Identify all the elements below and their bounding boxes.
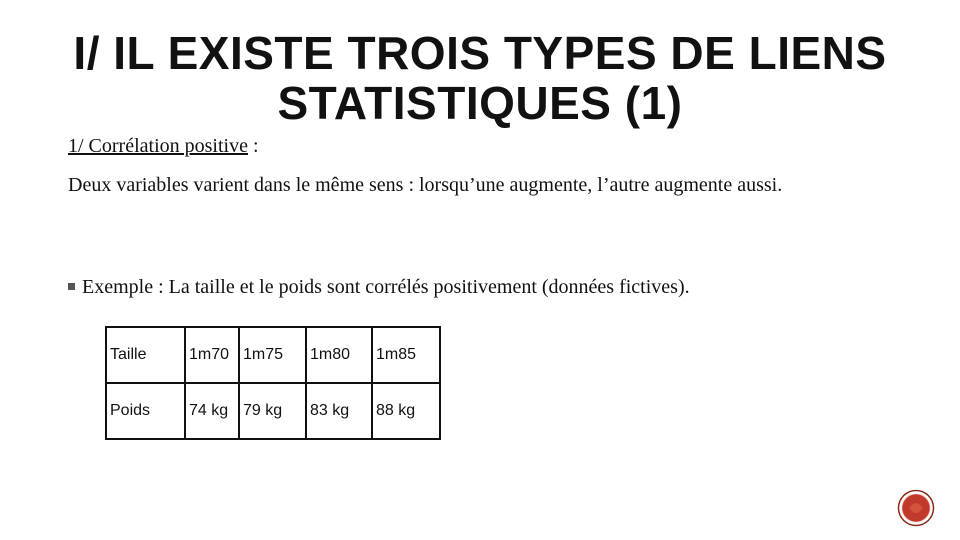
square-bullet-icon xyxy=(68,283,75,290)
slide-title-line-1: I/ IL EXISTE TROIS TYPES DE LIENS xyxy=(73,27,887,79)
table-row xyxy=(106,383,440,439)
table-cell: 1m70 xyxy=(185,327,239,383)
subheading-text: 1/ Corrélation positive xyxy=(68,135,248,157)
data-table xyxy=(105,326,441,440)
slide-title-line-2: STATISTIQUES (1) xyxy=(277,77,683,129)
table-cell: 1m75 xyxy=(239,327,306,383)
table-cell: 74 kg xyxy=(185,383,239,439)
table-row xyxy=(106,327,440,383)
slide-title xyxy=(60,28,900,128)
table-cell: 88 kg xyxy=(372,383,440,439)
row-label-poids: Poids xyxy=(106,383,185,439)
subheading xyxy=(68,134,259,158)
table-cell: 79 kg xyxy=(239,383,306,439)
example-text: Exemple : La taille et le poids sont corrélés positivement (données fictives). xyxy=(82,276,690,298)
table-cell: 83 kg xyxy=(306,383,372,439)
definition-paragraph: Deux variables varient dans le même sens : lorsqu’une augmente, l’autre augmente aussi. xyxy=(68,174,783,196)
subheading-colon: : xyxy=(247,135,259,157)
table-cell: 1m80 xyxy=(306,327,372,383)
table-cell: 1m85 xyxy=(372,327,440,383)
row-label-taille: Taille xyxy=(106,327,185,383)
example-bullet xyxy=(68,275,690,299)
slide-logo-icon xyxy=(897,489,935,527)
